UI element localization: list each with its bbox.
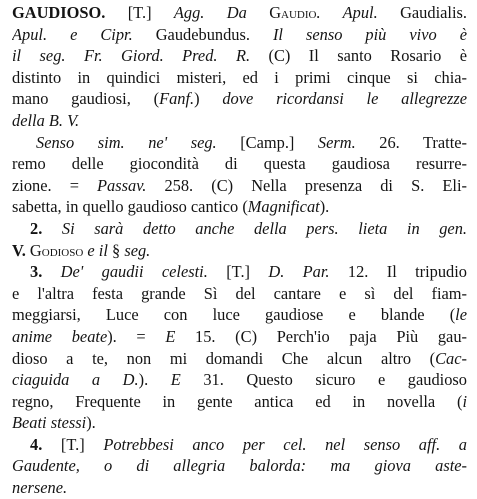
- entry-line: nersene.: [12, 478, 68, 498]
- sense-number: 2.: [30, 218, 62, 238]
- entry-line: anime beate). = E 15. (C) Perch'io paja Più gau-: [12, 326, 467, 346]
- entry-line: il seg. Fr. Giord. Pred. R. (C) Il santo Rosario è: [12, 46, 467, 66]
- entry-line: regno, Frequente in gente antica ed in novella (i: [12, 391, 467, 411]
- entry-line: 3. De' gaudii celesti. [T.] D. Par. 12. Il tripudio: [30, 262, 467, 282]
- entry-line: e l'altra festa grande Sì del cantare e sì del fiam-: [12, 283, 467, 303]
- entry-line: ciaguida a D.). E 31. Questo sicuro e gaudioso: [12, 370, 467, 390]
- entry-line: zione. = Passav. 258. (C) Nella presenza di S. Eli-: [12, 175, 467, 195]
- entry-line: distinto in quindici misteri, ed i primi cinque si chia-: [12, 67, 467, 87]
- entry-line: della B. V.: [12, 110, 80, 130]
- sense-number: 4.: [30, 434, 61, 454]
- headword: GAUDIOSO.: [12, 3, 106, 22]
- sense-number: 3.: [30, 262, 61, 282]
- entry-line: sabetta, in quello gaudioso cantico (Magnificat).: [12, 197, 330, 217]
- entry-line: V. Godioso e il § seg.: [12, 240, 151, 260]
- entry-line: Beati stessi).: [12, 413, 96, 433]
- entry-line: 2. Si sarà detto anche della pers. lieta in gen.: [30, 218, 467, 238]
- entry-line: GAUDIOSO. [T.] Agg. Da Gaudio. Apul. Gaudialis.: [12, 3, 467, 22]
- entry-line: Apul. e Cipr. Gaudebundus. Il senso più vivo è: [12, 24, 467, 44]
- entry-line: mano gaudiosi, (Fanf.) dove ricordansi le allegrezze: [12, 89, 467, 109]
- entry-line: Gaudente, o di allegria balorda: ma giova aste-: [12, 456, 467, 476]
- entry-line: 4. [T.] Potrebbesi anco per cel. nel senso aff. a: [30, 434, 467, 454]
- entry-line: dioso a te, non mi domandi Che alcun altro (Cac-: [12, 348, 467, 368]
- entry-line: Senso sim. ne' seg. [Camp.] Serm. 26. Tratte-: [36, 132, 467, 152]
- entry-line: meggiarsi, Luce con luce gaudiose e blande (le: [12, 305, 467, 325]
- entry-line: remo delle giocondità di questa gaudiosa resurre-: [12, 154, 467, 174]
